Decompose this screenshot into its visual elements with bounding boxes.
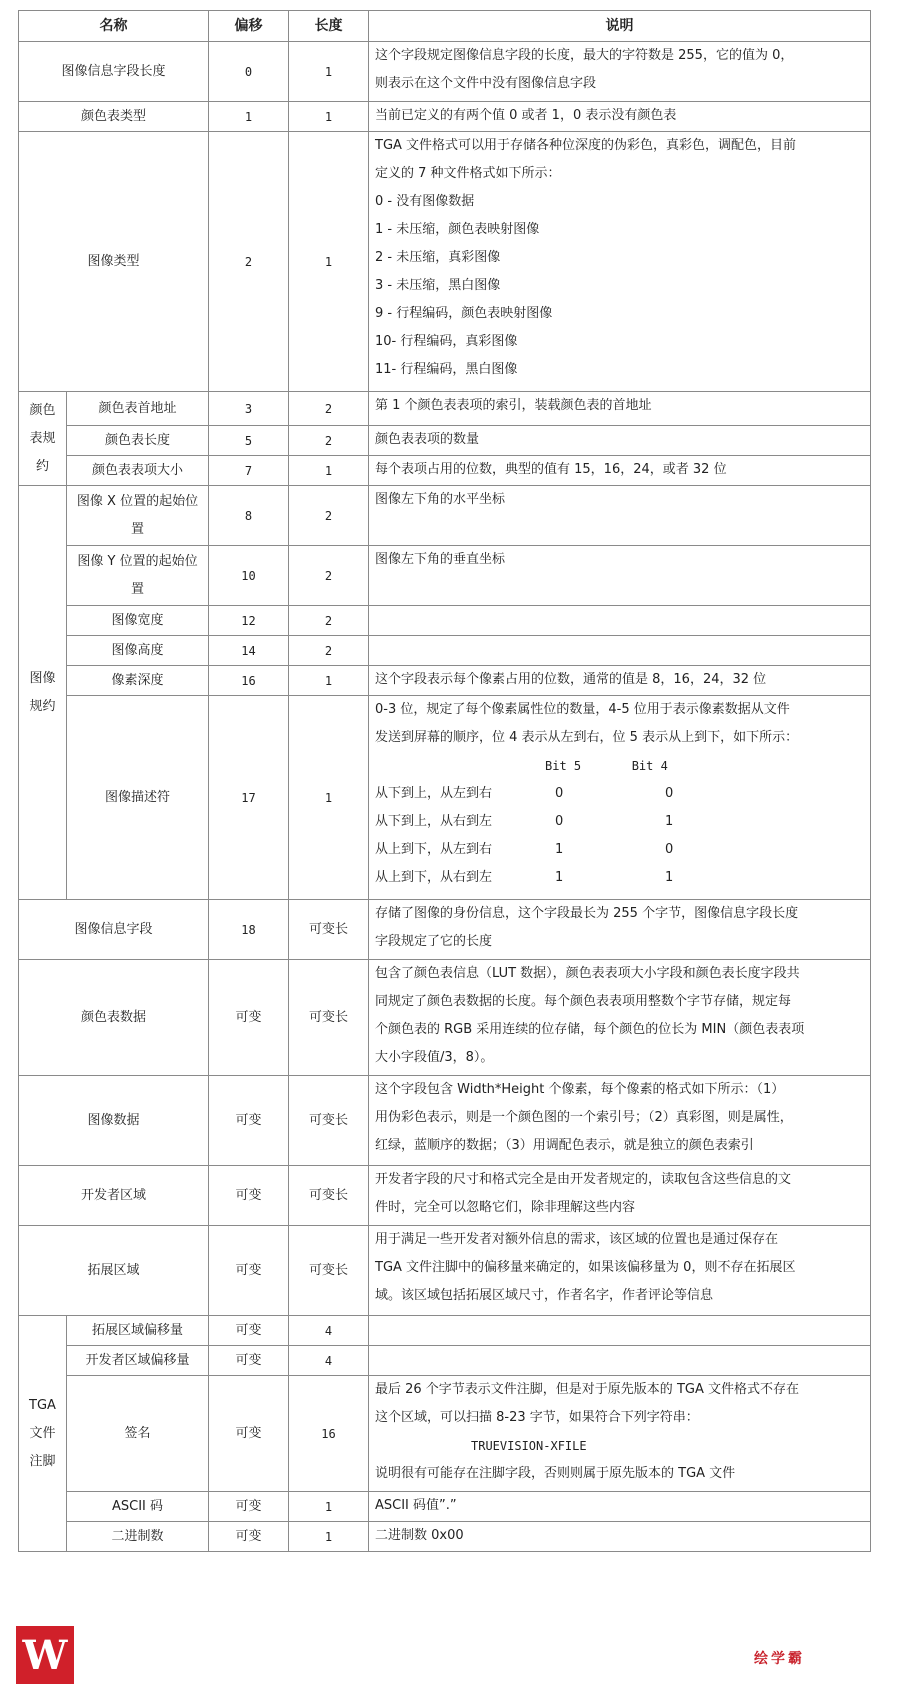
table-row	[19, 960, 871, 1076]
field-length: 1	[289, 1522, 369, 1552]
field-length: 2	[289, 426, 369, 456]
field-name: 颜色表长度	[67, 426, 209, 456]
field-description: 这个字段表示每个像素占用的位数，通常的值是 8，16，24，32 位	[369, 666, 871, 696]
field-name: 颜色表类型	[19, 102, 209, 132]
field-offset: 14	[209, 636, 289, 666]
table-row	[19, 426, 871, 456]
field-offset: 16	[209, 666, 289, 696]
field-description: 开发者字段的尺寸和格式完全是由开发者规定的，读取包含这些信息的文 件时，完全可以忽略它们，除非理解这些内容	[369, 1166, 871, 1226]
field-offset: 18	[209, 900, 289, 960]
table-row	[19, 1492, 871, 1522]
field-description: 用于满足一些开发者对额外信息的需求，该区域的位置也是通过保存在 TGA 文件注脚中的偏移量来确定的，如果该偏移量为 0，则不存在拓展区 域。该区域包括拓展区域尺寸，作者名字，作者评论等信息	[369, 1226, 871, 1316]
field-description	[369, 1316, 871, 1346]
field-length: 2	[289, 636, 369, 666]
table-row	[19, 1376, 871, 1492]
table-row	[19, 900, 871, 960]
table-row	[19, 1166, 871, 1226]
field-description	[369, 1346, 871, 1376]
table-row	[19, 102, 871, 132]
field-offset: 0	[209, 42, 289, 102]
field-description: 0-3 位，规定了每个像素属性位的数量，4-5 位用于表示像素数据从文件 发送到屏幕的顺序，位 4 表示从左到右，位 5 表示从上到下，如下所示： Bit 5 Bit 4 从下到上，从左到右 0 0 从下到上，从右到左 0 1 从上到下，从左到右 1 0 从上到下，从右到左 1 1	[369, 696, 871, 900]
signature-string: TRUEVISION-XFILE	[471, 1439, 587, 1453]
field-length: 2	[289, 546, 369, 606]
field-length: 可变长	[289, 1076, 369, 1166]
field-name: 图像数据	[19, 1076, 209, 1166]
table-row	[19, 1076, 871, 1166]
table-row	[19, 636, 871, 666]
field-description: TGA 文件格式可以用于存储各种位深度的伪彩色，真彩色，调配色，目前 定义的 7 种文件格式如下所示： 0 - 没有图像数据 1 - 未压缩，颜色表映射图像 2 - 未压缩，真彩图像 3 - 未压缩，黑白图像 9 - 行程编码，颜色表映射图像 10- 行程编码，真彩图像 11- 行程编码，黑白图像	[369, 132, 871, 392]
field-length: 可变长	[289, 1226, 369, 1316]
field-length: 1	[289, 42, 369, 102]
group-label-image-spec: 图像规约	[19, 486, 67, 900]
field-name: 拓展区域	[19, 1226, 209, 1316]
field-description	[369, 606, 871, 636]
table-row	[19, 392, 871, 426]
bit-row: 从上到下，从左到右 1 0	[375, 842, 674, 857]
table-row	[19, 1226, 871, 1316]
field-name: 图像高度	[67, 636, 209, 666]
table-row	[19, 546, 871, 606]
field-offset: 8	[209, 486, 289, 546]
table-header-row	[19, 11, 871, 42]
table-row	[19, 486, 871, 546]
field-length: 可变长	[289, 1166, 369, 1226]
table-row	[19, 1316, 871, 1346]
field-length: 16	[289, 1376, 369, 1492]
table-row	[19, 132, 871, 392]
table-row	[19, 42, 871, 102]
tga-format-table	[18, 10, 871, 1552]
header-length: 长度	[289, 11, 369, 42]
field-description: 最后 26 个字节表示文件注脚，但是对于原先版本的 TGA 文件格式不存在 这个区域，可以扫描 8-23 字节，如果符合下列字符串： TRUEVISION-XFILE 说明很有可能存在注脚字段，否则则属于原先版本的 TGA 文件	[369, 1376, 871, 1492]
field-length: 2	[289, 392, 369, 426]
field-description: 当前已定义的有两个值 0 或者 1，0 表示没有颜色表	[369, 102, 871, 132]
field-length: 1	[289, 132, 369, 392]
field-offset: 7	[209, 456, 289, 486]
watermark-logo: W	[16, 1626, 74, 1684]
field-description: 存储了图像的身份信息，这个字段最长为 255 个字节，图像信息字段长度 字段规定了它的长度	[369, 900, 871, 960]
field-name: 图像 Y 位置的起始位置	[67, 546, 209, 606]
header-name: 名称	[19, 11, 209, 42]
field-length: 4	[289, 1346, 369, 1376]
watermark-brand: 绘学霸	[754, 1651, 805, 1667]
field-offset: 可变	[209, 1376, 289, 1492]
header-description: 说明	[369, 11, 871, 42]
field-name: 颜色表数据	[19, 960, 209, 1076]
field-description: 颜色表表项的数量	[369, 426, 871, 456]
field-length: 1	[289, 102, 369, 132]
table-row	[19, 696, 871, 900]
table-row	[19, 606, 871, 636]
bit-row: 从下到上，从右到左 0 1	[375, 814, 674, 829]
field-offset: 可变	[209, 1316, 289, 1346]
field-offset: 12	[209, 606, 289, 636]
field-length: 可变长	[289, 900, 369, 960]
bit-row: 从上到下，从右到左 1 1	[375, 870, 674, 885]
field-description: 这个字段包含 Width*Height 个像素，每个像素的格式如下所示：（1） 用伪彩色表示，则是一个颜色图的一个索引号；（2）真彩图，则是属性， 红绿，蓝顺序的数据；（3）用调配色表示，就是独立的颜色表索引	[369, 1076, 871, 1166]
field-name: 图像描述符	[67, 696, 209, 900]
field-length: 1	[289, 696, 369, 900]
field-name: 图像类型	[19, 132, 209, 392]
field-offset: 17	[209, 696, 289, 900]
field-description: 每个表项占用的位数，典型的值有 15，16，24，或者 32 位	[369, 456, 871, 486]
table-row	[19, 1522, 871, 1552]
field-description: 这个字段规定图像信息字段的长度，最大的字符数是 255，它的值为 0， 则表示在这个文件中没有图像信息字段	[369, 42, 871, 102]
field-description: 图像左下角的水平坐标	[369, 486, 871, 546]
table-row	[19, 666, 871, 696]
field-name: 图像 X 位置的起始位置	[67, 486, 209, 546]
field-description: 包含了颜色表信息（LUT 数据），颜色表表项大小字段和颜色表长度字段共 同规定了颜色表数据的长度。每个颜色表表项用整数个字节存储，规定每 个颜色表的 RGB 采用连续的位存储，每个颜色的位长为 MIN（颜色表表项 大小字段值/3，8）。	[369, 960, 871, 1076]
bit-row: 从下到上，从左到右 0 0	[375, 786, 674, 801]
field-name: 图像宽度	[67, 606, 209, 636]
field-offset: 1	[209, 102, 289, 132]
field-length: 1	[289, 1492, 369, 1522]
field-description	[369, 636, 871, 666]
table-row	[19, 1346, 871, 1376]
field-offset: 可变	[209, 1492, 289, 1522]
field-length: 2	[289, 606, 369, 636]
header-offset: 偏移	[209, 11, 289, 42]
field-description: 图像左下角的垂直坐标	[369, 546, 871, 606]
field-length: 1	[289, 456, 369, 486]
bit-header: Bit 5 Bit 4	[545, 759, 668, 773]
field-offset: 5	[209, 426, 289, 456]
field-length: 1	[289, 666, 369, 696]
field-offset: 3	[209, 392, 289, 426]
field-name: 开发者区域	[19, 1166, 209, 1226]
field-name: 像素深度	[67, 666, 209, 696]
field-description: 二进制数 0x00	[369, 1522, 871, 1552]
field-name: 拓展区域偏移量	[67, 1316, 209, 1346]
field-description: ASCII 码值”.”	[369, 1492, 871, 1522]
field-offset: 可变	[209, 1076, 289, 1166]
field-name: 签名	[67, 1376, 209, 1492]
field-name: 颜色表表项大小	[67, 456, 209, 486]
field-length: 2	[289, 486, 369, 546]
field-name: 颜色表首地址	[67, 392, 209, 426]
field-offset: 可变	[209, 1166, 289, 1226]
field-length: 4	[289, 1316, 369, 1346]
field-offset: 可变	[209, 1522, 289, 1552]
field-name: 开发者区域偏移量	[67, 1346, 209, 1376]
field-offset: 可变	[209, 1226, 289, 1316]
field-description: 第 1 个颜色表表项的索引，装载颜色表的首地址	[369, 392, 871, 426]
table-row	[19, 456, 871, 486]
group-label-color-map: 颜色表规约	[19, 392, 67, 486]
field-offset: 可变	[209, 1346, 289, 1376]
field-name: 图像信息字段	[19, 900, 209, 960]
field-length: 可变长	[289, 960, 369, 1076]
field-offset: 2	[209, 132, 289, 392]
field-offset: 10	[209, 546, 289, 606]
field-offset: 可变	[209, 960, 289, 1076]
group-label-tga-footer: TGA 文件注脚	[19, 1316, 67, 1552]
field-name: 图像信息字段长度	[19, 42, 209, 102]
field-name: ASCII 码	[67, 1492, 209, 1522]
field-name: 二进制数	[67, 1522, 209, 1552]
